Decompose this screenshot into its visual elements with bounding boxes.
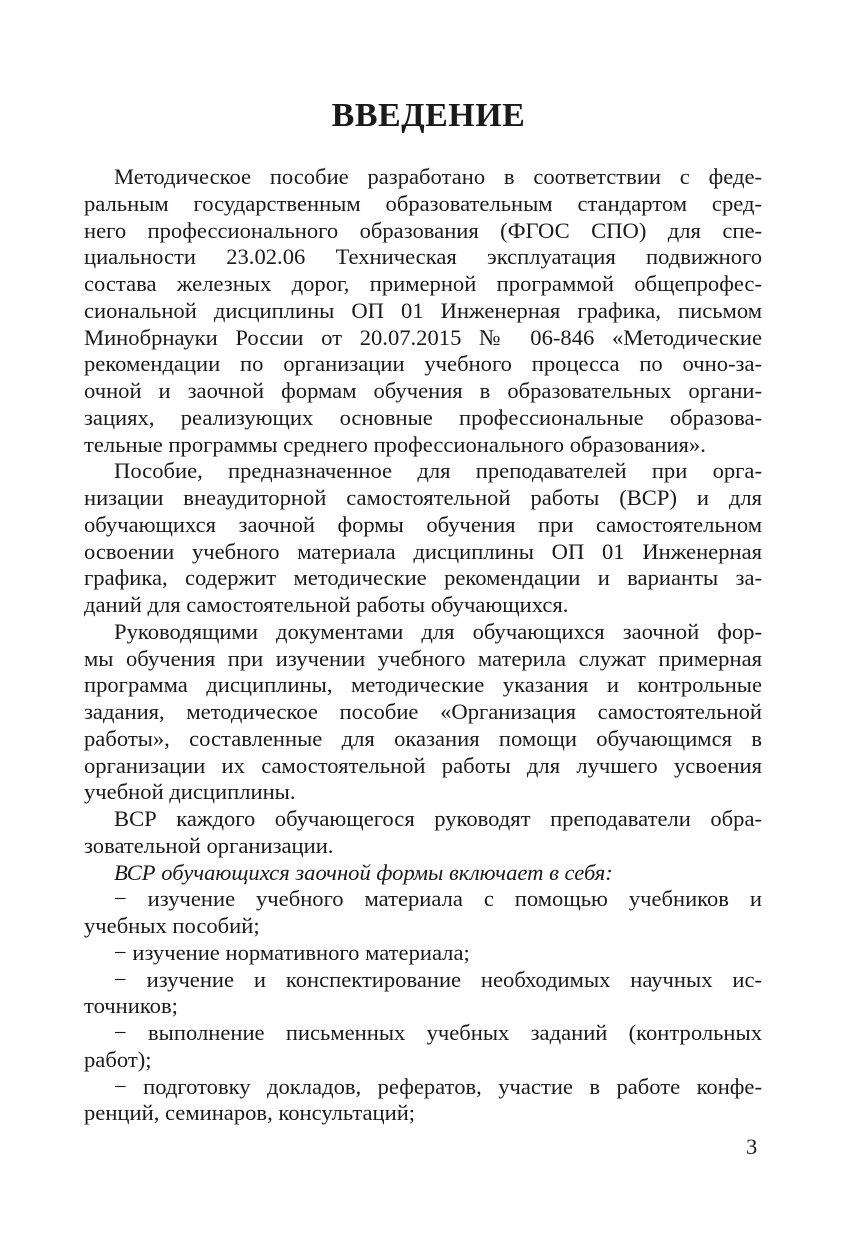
text-line: тельные программы среднего профессионального образования». <box>84 431 706 457</box>
text-line: Пособие, предназначенное для преподавателей при орга- <box>114 458 762 484</box>
text-line: учебных пособий; <box>84 913 260 938</box>
text-line: − подготовку докладов, рефератов, участие в работе конфе- <box>114 1073 762 1099</box>
page-title: ВВЕДЕНИЕ <box>331 97 526 134</box>
text-line: Руководящими документами для обучающихся заочной фор- <box>114 618 762 644</box>
text-line: Методическое пособие разработано в соответствии с феде- <box>114 164 762 189</box>
text-line: работы», составленные для оказания помощи обучающимся в <box>84 725 762 751</box>
text-line: очной и заочной формам обучения в образовательных органи- <box>84 378 762 403</box>
text-line: ренций, семинаров, консультаций; <box>84 1100 416 1126</box>
text-line: организации их самостоятельной работы для лучшего усвоения <box>84 752 762 778</box>
paragraph <box>84 1074 762 1128</box>
text-line: работ); <box>84 1046 152 1072</box>
text-line: зациях, реализующих основные профессиональные образова- <box>84 404 762 430</box>
text-line: сиональной дисциплины ОП 01 Инженерная графика, письмом <box>84 297 762 323</box>
text-line: графика, содержит методические рекомендации и варианты за- <box>84 565 762 591</box>
text-line: даний для самостоятельной работы обучающихся. <box>84 592 569 617</box>
paragraph <box>84 806 762 860</box>
text-line: ВСР обучающихся заочной формы включает в себя: <box>114 859 613 885</box>
text-line: рекомендации по организации учебного процесса по очно-за- <box>84 351 762 377</box>
text-line: низации внеаудиторной самостоятельной работы (ВСР) и для <box>84 485 762 510</box>
paragraph <box>84 458 762 619</box>
text-line: циальности 23.02.06 Техническая эксплуатация подвижного <box>84 244 762 270</box>
text-line: Минобрнауки России от 20.07.2015 № 06-846 «Методические <box>84 324 762 350</box>
text-line: точников; <box>84 993 178 1019</box>
paragraph <box>84 1020 762 1074</box>
paragraph <box>84 164 762 458</box>
page-number: 3 <box>746 1134 758 1159</box>
text-line: обучающихся заочной формы обучения при самостоятельном <box>84 511 762 537</box>
text-line: учебной дисциплины. <box>84 779 296 805</box>
text-line: − изучение учебного материала с помощью учебников и <box>114 886 762 912</box>
paragraph <box>84 860 762 887</box>
text-line: мы обучения при изучении учебного материла служат примерная <box>84 645 762 671</box>
text-line: состава железных дорог, примерной программой общепрофес- <box>84 271 762 296</box>
paragraph <box>84 619 762 806</box>
paragraph <box>84 886 762 940</box>
text-line: задания, методическое пособие «Организация самостоятельной <box>84 699 762 724</box>
paragraph <box>84 967 762 1021</box>
text-line: программа дисциплины, методические указания и контрольные <box>84 672 762 698</box>
paragraph <box>84 940 762 967</box>
document-body <box>84 164 762 1127</box>
text-line: − изучение нормативного материала; <box>114 939 470 965</box>
text-line: ВСР каждого обучающегося руководят преподаватели обра- <box>114 806 762 831</box>
text-line: − изучение и конспектирование необходимых научных ис- <box>114 966 762 992</box>
text-line: него профессионального образования (ФГОС СПО) для спе- <box>84 217 762 243</box>
text-line: − выполнение письменных учебных заданий (контрольных <box>114 1020 762 1045</box>
text-line: ральным государственным образовательным стандартом сред- <box>84 190 762 216</box>
text-line: зовательной организации. <box>84 832 334 858</box>
text-line: освоении учебного материала дисциплины ОП 01 Инженерная <box>84 538 762 564</box>
